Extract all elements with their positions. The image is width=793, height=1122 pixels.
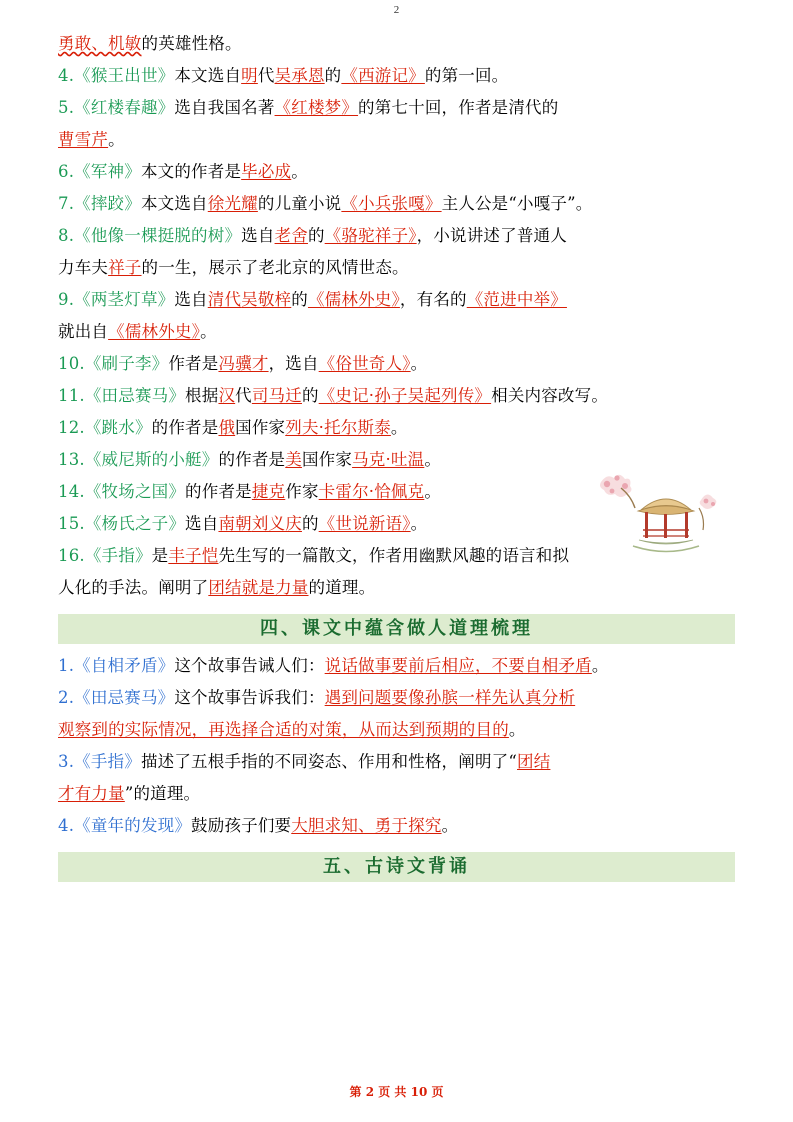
text-span: 的作者是	[185, 482, 252, 501]
text-span: 吴敬梓	[241, 290, 292, 309]
text-span: 选自	[174, 290, 208, 309]
text-span: 大胆求知、勇于探究	[291, 816, 442, 835]
text-line	[58, 412, 735, 444]
text-span: 《史记·孙子吴起列传》	[318, 386, 492, 405]
text-span: ，选自	[268, 354, 319, 373]
text-block-literature	[58, 28, 735, 604]
text-line	[58, 778, 735, 810]
text-line	[58, 714, 735, 746]
text-span: 12.《跳水》	[58, 418, 152, 437]
text-span: 先生写的一篇散文，作者用幽默风趣的语言和拟	[218, 546, 570, 565]
text-span: 。	[410, 354, 428, 373]
text-span: 美	[285, 450, 302, 469]
text-span: 3.《手指》	[58, 752, 141, 771]
text-line	[58, 28, 735, 60]
text-span: 。	[291, 162, 308, 181]
text-span: 本文选自	[140, 194, 208, 213]
text-span: 1.《自相矛盾》	[58, 656, 175, 675]
text-span: 本文的作者是	[140, 162, 242, 181]
text-line	[58, 380, 735, 412]
text-span: 的	[324, 66, 342, 85]
text-line	[58, 746, 735, 778]
text-line	[58, 508, 735, 540]
text-span: 本文选自	[174, 66, 242, 85]
text-span: 《小兵张嘎》	[341, 194, 442, 213]
footer-mid: 页 共	[378, 1085, 407, 1099]
text-span: 。	[424, 450, 442, 469]
text-line	[58, 572, 735, 604]
section-heading-four: 四、课文中蕴含做人道理梳理	[58, 614, 735, 644]
text-span: 国作家	[301, 450, 353, 469]
text-span: 明	[241, 66, 258, 85]
text-span: 《世说新语》	[318, 514, 411, 533]
text-span: 《儒林外史》	[307, 290, 400, 309]
text-span: 曹雪芹	[58, 130, 109, 149]
text-span: 10.《刷子李》	[58, 354, 169, 373]
text-span: 11.《田忌赛马》	[58, 386, 186, 405]
text-span: 列夫·托尔斯泰	[285, 418, 391, 437]
text-span: 是	[151, 546, 169, 565]
text-span: 7.《摔跤》	[58, 194, 141, 213]
text-span: 《范进中举》	[466, 290, 567, 309]
text-span: 汉	[218, 386, 236, 405]
text-span: 。	[410, 514, 428, 533]
text-line	[58, 540, 735, 572]
text-span: 遇到问题要像孙膑一样先认真分析	[324, 688, 576, 707]
page-number-top: 2	[393, 4, 400, 16]
text-span: ，小说讲述了普通人	[416, 226, 567, 245]
text-line	[58, 284, 735, 316]
text-span: 的作者是	[218, 450, 286, 469]
text-span: 这个故事告诉我们：	[174, 688, 325, 707]
text-line	[58, 444, 735, 476]
text-span: 《俗世奇人》	[318, 354, 411, 373]
text-span: 团结	[517, 752, 551, 771]
text-line	[58, 252, 735, 284]
text-span: 相关内容改写。	[491, 386, 609, 405]
text-span: 13.《威尼斯的小艇》	[58, 450, 219, 469]
text-span: 。	[508, 720, 526, 739]
text-block-morals	[58, 650, 735, 842]
text-span: ”的道理。	[124, 784, 201, 803]
text-line	[58, 60, 735, 92]
text-span: 6.《军神》	[58, 162, 141, 181]
text-line	[58, 316, 735, 348]
text-span: 4.《童年的发现》	[58, 816, 192, 835]
text-span: 代	[257, 66, 275, 85]
text-span: 16.《手指》	[58, 546, 152, 565]
text-span: 卡雷尔·恰佩克	[318, 482, 425, 501]
text-span: 的	[301, 514, 319, 533]
footer-total-pages: 10	[410, 1085, 428, 1099]
text-span: 刘义庆	[251, 514, 302, 533]
text-span: 国作家	[235, 418, 286, 437]
text-span: 《儒林外史》	[108, 322, 201, 341]
text-line	[58, 188, 735, 220]
footer-suffix: 页	[431, 1085, 444, 1099]
text-span: 勇敢、机敏	[58, 34, 142, 53]
text-span: 观察到的实际情况，再选择合适的对策，从而达到预期的目的	[58, 720, 509, 739]
text-span: 。	[200, 322, 217, 341]
text-line	[58, 348, 735, 380]
text-span: 作者是	[168, 354, 219, 373]
text-span: 选自我国名著	[174, 98, 275, 117]
text-line	[58, 682, 735, 714]
text-line	[58, 476, 735, 508]
document-body	[58, 0, 735, 882]
text-span: 的一生，展示了老北京的风情世态。	[141, 258, 409, 277]
text-line	[58, 650, 735, 682]
text-span: 才有力量	[58, 784, 125, 803]
footer-page-number: 2	[365, 1085, 375, 1099]
text-span: 根据	[185, 386, 219, 405]
section-heading-five: 五、古诗文背诵	[58, 852, 735, 882]
text-span: 丰子恺	[168, 546, 219, 565]
text-span: 2.《田忌赛马》	[58, 688, 175, 707]
text-line	[58, 810, 735, 842]
text-span: 冯骥才	[218, 354, 269, 373]
text-span: 的	[307, 226, 325, 245]
text-span: 这个故事告诫人们：	[174, 656, 325, 675]
text-span: 代	[235, 386, 252, 405]
text-span: 。	[108, 130, 125, 149]
text-span: ，有名的	[399, 290, 467, 309]
text-span: 人化的手法。阐明了	[58, 578, 209, 597]
text-span: 。	[441, 816, 459, 835]
text-span: 。	[390, 418, 408, 437]
text-line	[58, 124, 735, 156]
text-span: 的第一回。	[424, 66, 509, 85]
text-span: 15.《杨氏之子》	[58, 514, 186, 533]
text-span: 俄	[218, 418, 236, 437]
text-span: 的作者是	[151, 418, 219, 437]
text-span: 说话做事要前后相应，不要自相矛盾	[324, 656, 592, 675]
text-span: 。	[424, 482, 442, 501]
text-span: 的	[291, 290, 308, 309]
text-span: 的第七十回，作者是清代的	[358, 98, 559, 117]
text-span: 《西游记》	[341, 66, 425, 85]
text-span: 《红楼梦》	[274, 98, 359, 117]
text-span: 力车夫	[58, 258, 109, 277]
text-span: 描述了五根手指的不同姿态、作用和性格，阐明了“	[140, 752, 517, 771]
text-span: 徐光耀	[207, 194, 258, 213]
text-span: 祥子	[108, 258, 142, 277]
text-span: 吴承恩	[274, 66, 325, 85]
text-span: 4.《猴王出世》	[58, 66, 175, 85]
text-span: 鼓励孩子们要	[191, 816, 292, 835]
text-span: 团结就是力量	[208, 578, 309, 597]
footer-prefix: 第	[349, 1085, 362, 1099]
text-span: 捷克	[251, 482, 286, 501]
text-span: 14.《牧场之国》	[58, 482, 186, 501]
page-footer	[0, 1083, 793, 1100]
text-line	[58, 220, 735, 252]
text-span: 马克·吐温	[352, 450, 425, 469]
text-span: 老舍	[274, 226, 308, 245]
text-span: 司马迁	[251, 386, 302, 405]
text-span: 。	[591, 656, 609, 675]
text-span: 主人公是“小嘎子”。	[441, 194, 593, 213]
text-span: 5.《红楼春趣》	[58, 98, 175, 117]
text-span: 的儿童小说	[257, 194, 342, 213]
text-span: 就出自	[58, 322, 109, 341]
text-span: 选自	[241, 226, 275, 245]
text-span: 的道理。	[308, 578, 376, 597]
text-span: 毕必成	[241, 162, 292, 181]
text-span: 南朝	[218, 514, 252, 533]
text-span: 清代	[207, 290, 242, 309]
text-span: 作家	[285, 482, 319, 501]
text-line	[58, 156, 735, 188]
text-span: 8.《他像一棵挺脱的树》	[58, 226, 242, 245]
text-span: 9.《两茎灯草》	[58, 290, 175, 309]
text-span: 的	[301, 386, 319, 405]
text-span: 选自	[185, 514, 219, 533]
text-span: 的英雄性格。	[141, 34, 242, 53]
text-line	[58, 92, 735, 124]
text-span: 《骆驼祥子》	[324, 226, 417, 245]
